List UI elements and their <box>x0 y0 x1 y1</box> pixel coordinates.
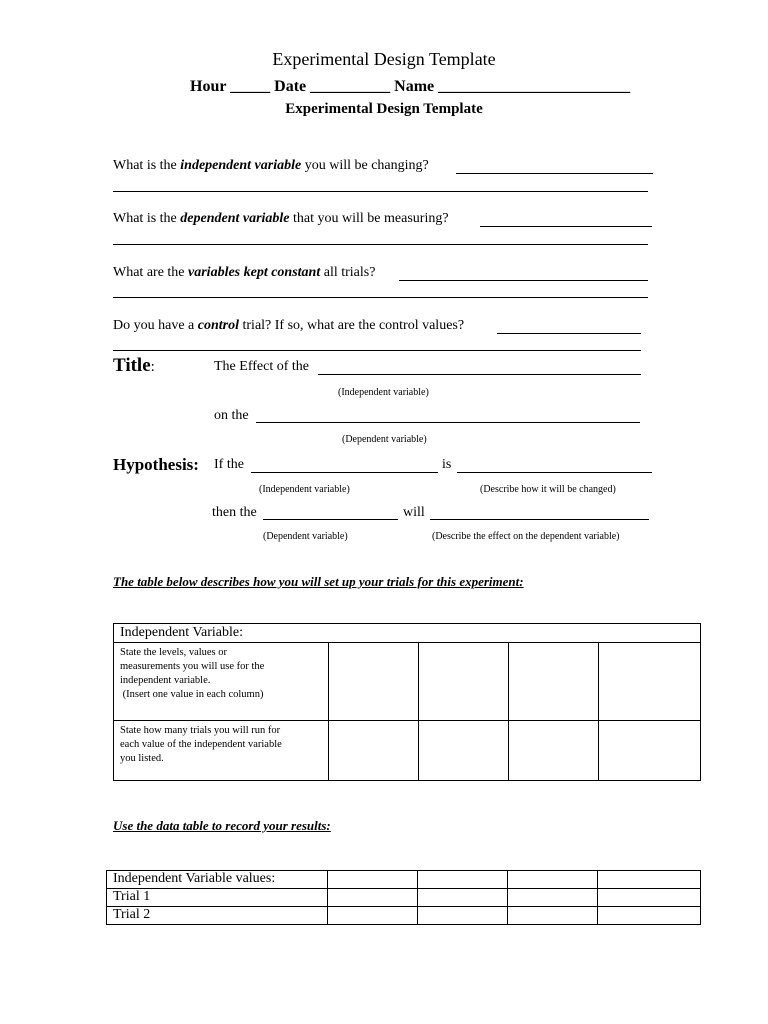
q-text: What is the <box>113 158 181 173</box>
q-term: dependent variable <box>180 211 290 226</box>
caption-independent: (Independent variable) <box>259 484 350 495</box>
title-dependent-line[interactable] <box>256 422 640 423</box>
table-row <box>114 643 701 721</box>
title-label <box>113 355 155 377</box>
table-header-text: Independent Variable: <box>120 625 243 640</box>
if-the-text: If the <box>214 457 244 472</box>
title-label-text: Title <box>113 355 151 376</box>
caption-describe-change: (Describe how it will be changed) <box>480 484 616 495</box>
answer-line[interactable] <box>113 244 648 245</box>
then-the-text: then the <box>212 505 257 520</box>
value-cell[interactable] <box>599 643 701 721</box>
caption-dependent: (Dependent variable) <box>263 531 348 542</box>
q-term: variables kept constant <box>188 265 321 280</box>
hour-blank[interactable]: _____ <box>230 78 271 95</box>
table-row <box>107 871 701 889</box>
data-cell[interactable] <box>508 889 598 907</box>
answer-line[interactable] <box>456 173 653 174</box>
value-cell[interactable] <box>509 643 599 721</box>
q-text: you will be changing? <box>301 158 429 173</box>
name-blank[interactable]: ________________________ <box>438 78 631 95</box>
levels-label-cell <box>114 643 329 721</box>
caption-independent: (Independent variable) <box>338 387 429 398</box>
data-cell[interactable] <box>328 871 418 889</box>
cell-text: you listed. <box>120 753 164 764</box>
answer-line[interactable] <box>480 226 652 227</box>
data-cell[interactable] <box>598 907 701 925</box>
q-text: trial? If so, what are the control values? <box>239 318 465 333</box>
hyp-independent-line[interactable] <box>251 472 438 473</box>
row-label-cell <box>107 871 328 889</box>
cell-text: each value of the independent variable <box>120 739 282 750</box>
data-cell[interactable] <box>418 871 508 889</box>
q-text: What are the <box>113 265 189 280</box>
data-cell[interactable] <box>328 889 418 907</box>
data-cell[interactable] <box>418 907 508 925</box>
table-row <box>107 907 701 925</box>
q-text: Do you have a <box>113 318 198 333</box>
cell-text: State how many trials you will run for <box>120 725 281 736</box>
table-row <box>114 721 701 781</box>
answer-line[interactable] <box>113 191 648 192</box>
data-cell[interactable] <box>418 889 508 907</box>
row-label-cell <box>107 907 328 925</box>
answer-line[interactable] <box>113 297 648 298</box>
table-header-cell <box>114 624 701 643</box>
value-cell[interactable] <box>419 721 509 781</box>
answer-line[interactable] <box>497 333 641 334</box>
data-table <box>106 870 701 925</box>
data-cell[interactable] <box>328 907 418 925</box>
answer-line[interactable] <box>399 280 648 281</box>
trials-table <box>113 623 701 781</box>
will-text: will <box>403 505 425 520</box>
q-term: control <box>197 318 239 333</box>
data-cell[interactable] <box>598 889 701 907</box>
question-dependent <box>113 211 449 227</box>
q-term: independent variable <box>180 158 302 173</box>
answer-line[interactable] <box>113 350 641 351</box>
page-title: Experimental Design Template <box>272 49 496 69</box>
row-label: Trial 1 <box>113 889 151 904</box>
question-constant <box>113 265 375 281</box>
q-text: What is the <box>113 211 181 226</box>
hyp-effect-line[interactable] <box>430 519 649 520</box>
is-text: is <box>442 457 452 472</box>
table-row <box>107 889 701 907</box>
title-colon: : <box>150 359 155 375</box>
hypothesis-label: Hypothesis: <box>113 455 199 474</box>
title-independent-line[interactable] <box>318 374 641 375</box>
student-info-line <box>190 78 630 96</box>
question-independent <box>113 158 429 174</box>
on-the-text: on the <box>214 408 249 423</box>
date-label: Date <box>274 78 307 95</box>
cell-text: measurements you will use for the <box>120 661 265 672</box>
data-cell[interactable] <box>508 871 598 889</box>
cell-text: independent variable. <box>120 675 211 686</box>
value-cell[interactable] <box>329 643 419 721</box>
cell-text: State the levels, values or <box>120 647 228 658</box>
q-text: all trials? <box>320 265 376 280</box>
effect-of-text: The Effect of the <box>214 359 309 374</box>
value-cell[interactable] <box>329 721 419 781</box>
cell-text: (Insert one value in each column) <box>120 689 264 700</box>
hyp-dependent-line[interactable] <box>263 519 398 520</box>
value-cell[interactable] <box>509 721 599 781</box>
q-text: that you will be measuring? <box>289 211 449 226</box>
data-table-instruction: Use the data table to record your results: <box>113 818 331 833</box>
caption-dependent: (Dependent variable) <box>342 434 427 445</box>
hyp-change-line[interactable] <box>457 472 652 473</box>
trials-instruction: The table below describes how you will set up your trials for this experiment: <box>113 574 524 589</box>
value-cell[interactable] <box>419 643 509 721</box>
trials-label-cell <box>114 721 329 781</box>
hour-label: Hour <box>190 78 227 95</box>
row-label-cell <box>107 889 328 907</box>
data-cell[interactable] <box>598 871 701 889</box>
question-control <box>113 318 464 334</box>
table-row <box>114 624 701 643</box>
value-cell[interactable] <box>599 721 701 781</box>
row-label: Independent Variable values: <box>113 871 276 886</box>
caption-describe-effect: (Describe the effect on the dependent variable) <box>432 531 620 542</box>
page-subtitle: Experimental Design Template <box>285 101 483 117</box>
data-cell[interactable] <box>508 907 598 925</box>
name-label: Name <box>394 78 435 95</box>
row-label: Trial 2 <box>113 907 151 922</box>
date-blank[interactable]: __________ <box>310 78 391 95</box>
